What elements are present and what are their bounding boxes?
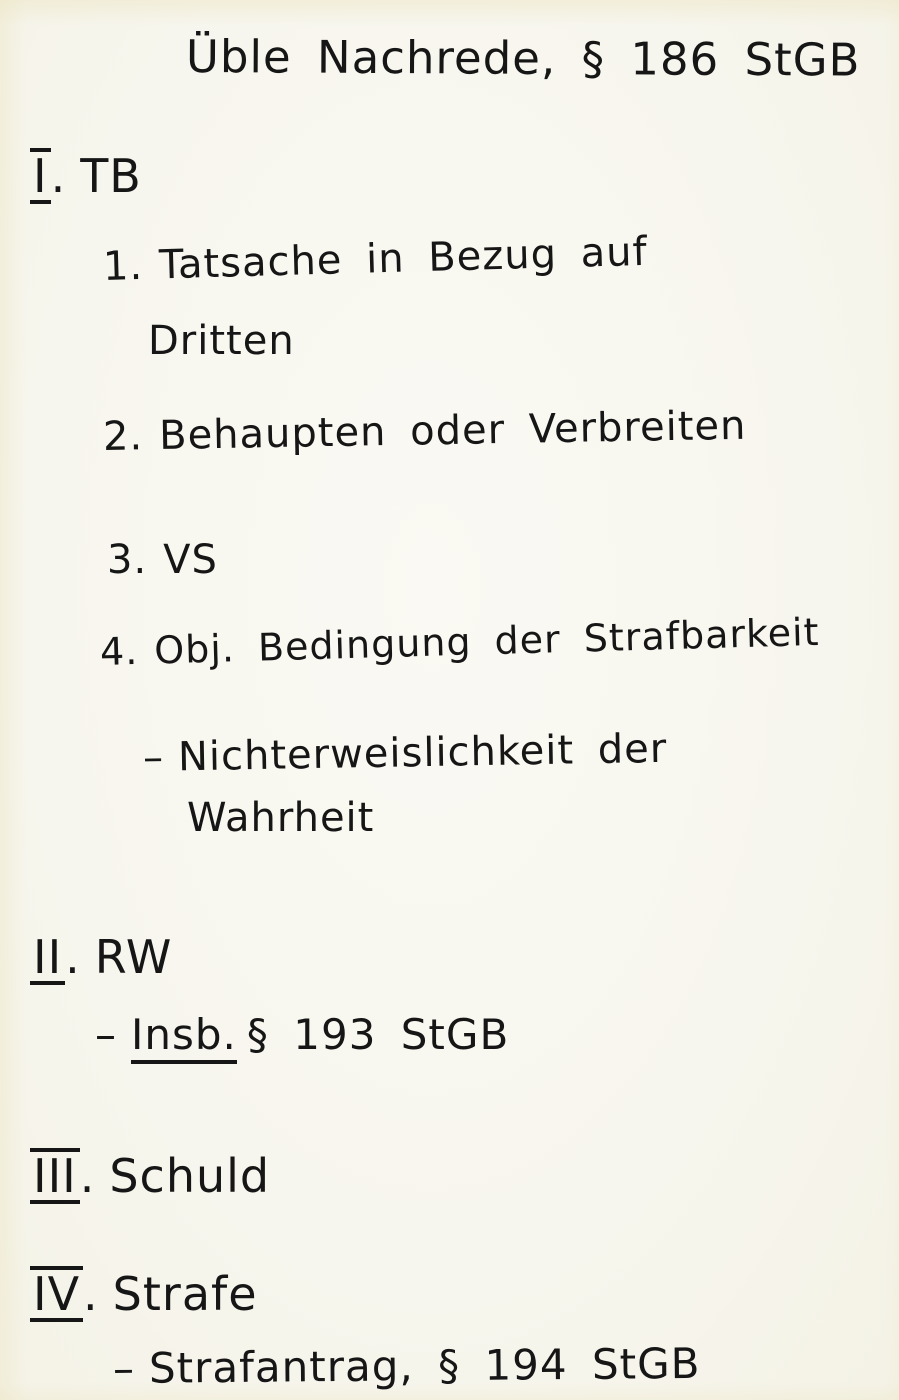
dash-bullet: – bbox=[95, 1010, 117, 1059]
section-heading-rw bbox=[30, 930, 172, 985]
section-label-schuld: Schuld bbox=[109, 1149, 271, 1203]
underlined-abbreviation: Insb. bbox=[131, 1010, 237, 1064]
roman-numeral-1: I bbox=[30, 148, 51, 204]
numeral-separator: . bbox=[50, 149, 67, 203]
section-label-rw: RW bbox=[94, 930, 173, 984]
roman-numeral-3: III bbox=[30, 1148, 80, 1204]
item-number-3: 3. bbox=[107, 537, 148, 583]
tb-item-4-sub-line-2: Wahrheit bbox=[187, 795, 375, 841]
item-number-2: 2. bbox=[102, 413, 144, 460]
section-heading-tb bbox=[30, 148, 142, 204]
numeral-separator: . bbox=[83, 1267, 99, 1321]
section-heading-schuld bbox=[30, 1148, 270, 1204]
dash-bullet: – bbox=[142, 734, 165, 781]
item-2-text: Behaupten oder Verbreiten bbox=[158, 402, 747, 460]
tb-item-4 bbox=[99, 610, 820, 674]
tb-item-1-line-2: Dritten bbox=[148, 318, 295, 364]
tb-item-1-line-1 bbox=[102, 229, 648, 290]
strafe-sub-item bbox=[113, 1339, 701, 1393]
item-4-text: Obj. Bedingung der Strafbarkeit bbox=[153, 609, 821, 673]
note-title: Üble Nachrede, § 186 StGB bbox=[185, 30, 861, 87]
dash-bullet: – bbox=[112, 1343, 136, 1393]
item-number-1: 1. bbox=[102, 242, 144, 290]
item-4-sub-text-1: Nichterweislichkeit der bbox=[177, 725, 668, 781]
tb-item-2 bbox=[103, 403, 747, 460]
rw-sub-item-text: § 193 StGB bbox=[246, 1010, 510, 1059]
rw-sub-item bbox=[95, 1010, 509, 1059]
section-label-strafe: Strafe bbox=[112, 1267, 258, 1321]
item-3-text: VS bbox=[163, 537, 218, 583]
strafe-sub-item-text: Strafantrag, § 194 StGB bbox=[148, 1338, 701, 1393]
numeral-separator: . bbox=[65, 930, 81, 984]
section-label-tb: TB bbox=[80, 149, 142, 203]
item-number-4: 4. bbox=[99, 628, 139, 674]
numeral-separator: . bbox=[79, 1149, 96, 1203]
roman-numeral-4: IV bbox=[30, 1266, 83, 1322]
item-1-text: Tatsache in Bezug auf bbox=[158, 228, 649, 289]
tb-item-4-sub-line-1 bbox=[143, 726, 668, 781]
section-heading-strafe bbox=[30, 1266, 258, 1322]
roman-numeral-2: II bbox=[30, 933, 65, 985]
tb-item-3 bbox=[107, 537, 218, 583]
